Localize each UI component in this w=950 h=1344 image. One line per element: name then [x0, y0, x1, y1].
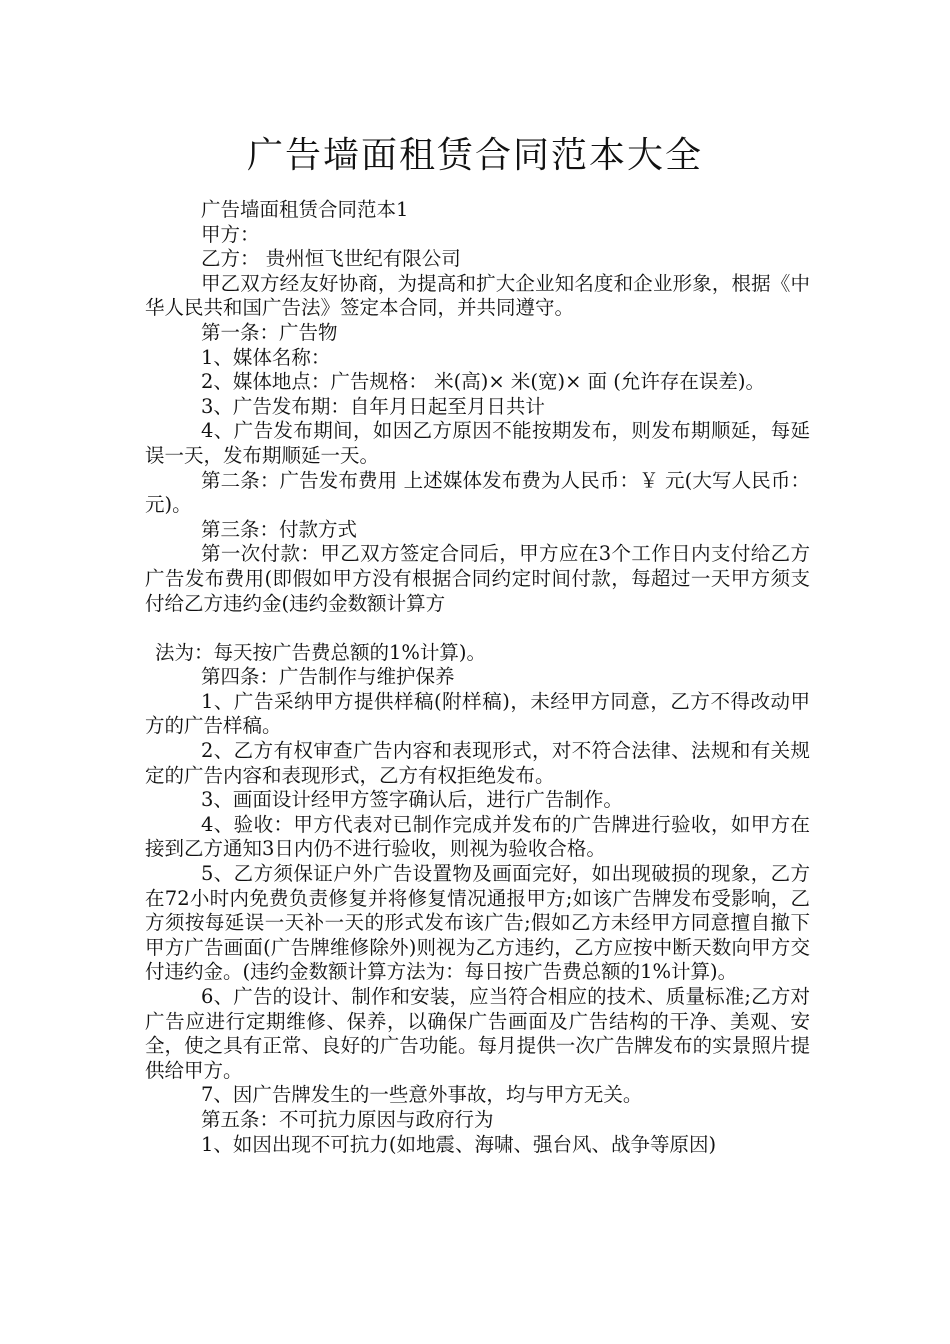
paragraph-continuation: 法为：每天按广告费总额的1%计算)。: [155, 640, 487, 664]
paragraph: 7、因广告牌发生的一些意外事故，均与甲方无关。: [201, 1083, 643, 1107]
clause-heading: 第二条：广告发布费用 上述媒体发布费为人民币：￥ 元(大写人民币： 元)。: [145, 468, 810, 517]
paragraph: 6、广告的设计、制作和安装，应当符合相应的技术、质量标准;乙方对广告应进行定期维修、保养，以确保广告画面及广告结构的干净、美观、安全，使之具有正常、良好的广告功能。每月提供一次广告牌发布的实景照片提供给甲方。: [145, 985, 810, 1082]
paragraph: 3、画面设计经甲方签字确认后，进行广告制作。: [201, 788, 623, 812]
document-body: [145, 198, 810, 1157]
paragraph: 第一次付款：甲乙双方签定合同后，甲方应在3个工作日内支付给乙方广告发布费用(即假如甲方没有根据合同约定时间付款，每超过一天甲方须支付给乙方违约金(违约金数额计算方: [145, 542, 810, 615]
section-heading: 广告墙面租赁合同范本1: [201, 198, 409, 221]
paragraph: 1、广告采纳甲方提供样稿(附样稿)，未经甲方同意，乙方不得改动甲方的广告样稿。: [145, 689, 810, 738]
paragraph: 1、媒体名称：: [201, 345, 331, 369]
paragraph: 3、广告发布期：自年月日起至月日共计: [201, 394, 545, 418]
paragraph: 2、乙方有权审查广告内容和表现形式，对不符合法律、法规和有关规定的广告内容和表现形式，乙方有权拒绝发布。: [145, 739, 810, 787]
clause-heading: 第一条：广告物: [201, 320, 338, 344]
paragraph: 1、如因出现不可抗力(如地震、海啸、强台风、战争等原因): [201, 1132, 717, 1156]
clause-heading: 第四条：广告制作与维护保养: [201, 665, 455, 689]
paragraph: 5、乙方须保证户外广告设置物及画面完好，如出现破损的现象，乙方在72小时内免费负责修复并将修复情况通报甲方;如该广告牌发布受影响，乙方须按每延误一天补一天的形式发布该广告;假如乙方未经甲方同意擅自撤下甲方广告画面(广告牌维修除外)则视为乙方违约，乙方应按中断天数向甲方交付违约金。(违约金数额计算方法为：每日按广告费总额的1%计算)。: [145, 862, 810, 984]
paragraph: 4、验收：甲方代表对已制作完成并发布的广告牌进行验收，如甲方在接到乙方通知3日内仍不进行验收，则视为验收合格。: [145, 812, 810, 861]
paragraph: 2、媒体地点：广告规格： 米(高)× 米(宽)× 面 (允许存在误差)。: [201, 370, 766, 394]
party-a-line: 甲方：: [201, 222, 260, 246]
party-b-line: 乙方： 贵州恒飞世纪有限公司: [201, 247, 461, 271]
clause-heading: 第三条：付款方式: [201, 517, 358, 541]
paragraph: 4、广告发布期间，如因乙方原因不能按期发布，则发布期顺延，每延误一天，发布期顺延一天。: [145, 419, 810, 467]
document-title: 广告墙面租赁合同范本大全: [246, 135, 703, 176]
paragraph: 甲乙双方经友好协商，为提高和扩大企业知名度和企业形象，根据《中华人民共和国广告法》签定本合同，并共同遵守。: [145, 271, 810, 320]
clause-heading: 第五条：不可抗力原因与政府行为: [201, 1107, 494, 1131]
blank-line: [145, 616, 810, 641]
